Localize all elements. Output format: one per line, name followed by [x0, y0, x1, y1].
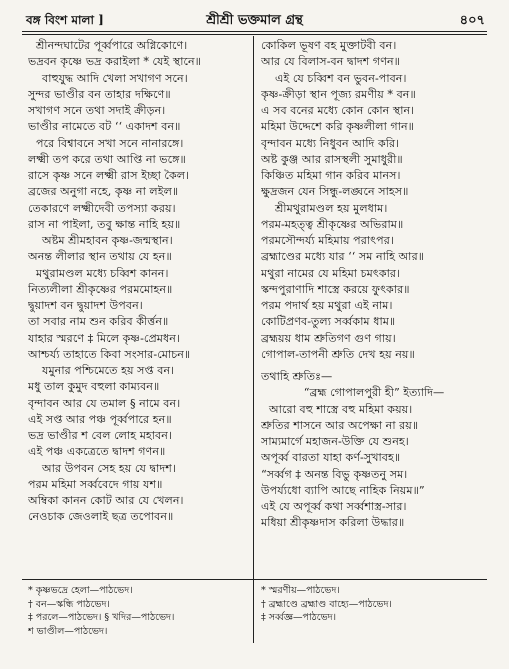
verse-line: অম্বিকা কানন কোট আর যে খেলন।	[28, 494, 184, 507]
footnote: * স্মরণীয়—পাঠভেদ।	[261, 585, 340, 596]
verse-line: অনন্ত লীলার স্থান তথায় যে হন॥	[28, 250, 172, 264]
footnote: * কৃষ্ণভদ্রে হেলা—পাঠভেদ।	[28, 585, 133, 596]
verse-line: সখাগণ সনে তথা সদাই ক্রীড়ন।	[28, 104, 166, 117]
footnote: † বন—স্কন্ধি পাঠভেদ।	[28, 598, 110, 610]
verse-line: “ব্রহ্ম গোপালপুরী হী” ইত্যাদি—	[303, 386, 445, 400]
verse-line: আশ্চর্য্য তাহাতে কিবা সংসার-মোচন॥	[28, 347, 191, 361]
verse-line: এই যে অপূর্ব্ব কথা সর্ব্বশাস্ত্র-সার।	[261, 500, 407, 513]
verse-line: ভদ্রবন কৃষ্ণে ভদ্র করাইলা * যেই স্থানে॥	[28, 55, 201, 69]
column-divider	[253, 36, 254, 579]
verse-line: পরে বিশ্বাবনে সখা সনে নানারঙ্গে।	[36, 136, 184, 150]
verse-line: কিঞ্চিত মহিমা গান করিব মানস।	[261, 169, 401, 182]
verse-line: রাস না পাইলা, তবু ক্ষান্ত নাহি হয়॥	[28, 217, 181, 231]
verse-line: শ্রীনন্দঘাটের পূর্ব্বপারে অগ্নিকোণে।	[36, 39, 188, 52]
verse-line: অপূর্ব্ব বারতা যাহা কর্ণ-সুখাবহ॥	[261, 451, 401, 465]
verse-line: কৃষ্ণ-ক্রীড়া স্থান পূজ্য রমণীয় * বন॥	[261, 87, 416, 101]
header-rule	[22, 31, 487, 32]
verse-line: তেকারণে লক্ষ্মীদেবী তপস্যা করয়।	[28, 201, 176, 215]
verse-line: কোটিপ্রণব-তুল্য সর্ব্বকাম ধাম॥	[261, 315, 396, 329]
verse-line: কোকিল ভূষণ বহ মুক্তাটবী বন।	[261, 39, 397, 52]
verse-line: মথুরামণ্ডল মধ্যে চব্বিশ কানন।	[36, 266, 169, 280]
verse-line: ব্রজের অনুগা নহে, কৃষ্ণ না লইল॥	[28, 185, 179, 199]
verse-line: ব্রহ্মাণ্ডের মধ্যে যার ‘‘ সম নাহি আর॥	[261, 250, 425, 264]
right-column	[261, 38, 487, 532]
verse-line: মথুরা নামের যে মহিমা চমৎকার।	[261, 266, 401, 280]
verse-line: এই সপ্ত আর পঞ্চ পূর্ব্বপারে হন॥	[28, 412, 172, 426]
verse-line: যাহার স্মরণে ‡ মিলে কৃষ্ণ-প্রেমধন।	[28, 331, 180, 345]
verse-line: মধু তাল কুমুদ বহুলা কাম্যবন॥	[28, 380, 160, 394]
verse-line: পরম-মহত্ত্ব শ্রীকৃষ্ণের অভিরাম॥	[261, 217, 404, 231]
footnotes-left	[28, 584, 250, 638]
footnote-divider	[253, 579, 254, 643]
footnote-rule	[22, 579, 487, 580]
verse-line: উপর্য্যধো ব্যাপি আছে নাহিক নিয়ম॥”	[261, 483, 425, 497]
verse-line: সাম্যমার্গে মহাজন-উক্তি যে শুনহ।	[261, 435, 409, 448]
verse-line: পরমসৌন্দর্য্য মহিমায় পরাৎপর।	[261, 234, 394, 247]
footnote: ‡ পরলে—পাঠভেদ। § খদির—পাঠভেদ।	[28, 612, 175, 623]
verse-line: ভাণ্ডীর নামেতে বট ‘‘ একাদশ বন॥	[28, 120, 181, 134]
verse-line: আরো বহু শাস্ত্রে বহু মহিমা কয়য়।	[269, 402, 413, 416]
verse-line: বৃন্দাবন মধ্যে নিধুবন আদি করি।	[261, 136, 400, 150]
verse-line: আর উপবন সেহ হয় যে দ্বাদশ।	[42, 461, 176, 475]
verse-line: লক্ষ্মী তপ করে তথা আপ্তি না ভঙ্গে॥	[28, 152, 186, 166]
left-column	[28, 38, 250, 526]
verse-line: যমুনার পশ্চিমেতে হয় সপ্ত বন।	[42, 364, 175, 377]
verse-line: আর যে বিলাস-বন দ্বাদশ গণন॥	[261, 55, 400, 69]
verse-line: ব্রহ্ময়য় ধাম শ্রুতিগণ গুণ গায়।	[261, 331, 396, 345]
verse-line: ক্ষুদ্রজন যেন সিন্ধু-লঙ্ঘনে সাহস॥	[261, 185, 409, 199]
footnote: ‡ সর্ব্বজ্ঞ—পাঠভেদ।	[261, 612, 337, 623]
footnote: † ব্রহ্মাণ্ডে ব্রহ্মাণ্ড বাহ্যে—পাঠভেদ।	[261, 598, 392, 610]
verse-line: সুন্দর ভাণ্ডীর বন তাহার দক্ষিণে॥	[28, 87, 171, 101]
verse-line: এই পঞ্চ একত্রেতে দ্বাদশ গণন॥	[28, 445, 166, 459]
footnotes-right	[261, 584, 487, 625]
page-header	[22, 8, 487, 30]
verse-line: গোপাল-তাপনী শ্রুতি দেখ হয় নয়॥	[261, 347, 415, 361]
header-book-title: শ্রীশ্রী ভক্তমাল গ্রন্থ	[206, 13, 303, 28]
verse-line: “সর্ব্বগ ‡ অনন্ত বিভু কৃষ্ণতনু সম।	[261, 467, 408, 481]
verse-line: তথাহি শ্রুতিঃ—	[261, 370, 333, 383]
verse-line: শ্রুতির শাসনে আর অপেক্ষা না রয়॥	[261, 418, 419, 432]
verse-line: নিত্যলীলা শ্রীকৃষ্ণের পরমমোহন॥	[28, 282, 173, 296]
verse-line: নেওচাক জেওলাই ছত্র তপোবন॥	[28, 510, 174, 524]
header-rule-double	[22, 34, 487, 35]
verse-line: শ্রীমথুরামণ্ডল হয় মুলধাম।	[275, 201, 388, 215]
verse-line: বাহুযুদ্ধ আদি খেলা সখাগণ সনে।	[42, 71, 188, 85]
header-series-title: বঙ্গ বিংশ মালা ]	[26, 13, 104, 27]
verse-line: মধিয়া শ্রীকৃষ্ণদাস করিলা উদ্ধার॥	[261, 516, 405, 530]
verse-line: অষ্ট কুঞ্জ আর রাসস্থলী সুমাধুরী॥	[261, 152, 403, 166]
verse-line: তা সবার নাম শুন করিব কীর্ত্তন॥	[28, 315, 169, 329]
verse-line: দ্বুয়াদশ বন দ্বুয়াদশ উপবন।	[28, 299, 143, 312]
verse-line: এ সব বনের মধ্যে কোন কোন স্থান।	[261, 104, 415, 117]
verse-line: স্কন্দপুরাণাদি শাস্ত্রে করয়ে ফুৎকার॥	[261, 282, 410, 296]
verse-line: রাসে কৃষ্ণ সনে লক্ষ্মী রাস ইচ্ছা কৈল।	[28, 169, 190, 182]
footnote: শ ভাণ্ডীল—পাঠভেদ।	[28, 625, 108, 637]
verse-line: বৃন্দাবন আর যে তমাল § নামে বন।	[28, 396, 181, 410]
verse-line: ভদ্র ভাণ্ডীর শ বেল লোহ মহাবন।	[28, 429, 172, 442]
verse-line: মহিমা উদ্দেশে করি কৃষ্ণলীলা গান॥	[261, 120, 414, 134]
page-number: ৪০৭	[459, 13, 485, 28]
verse-line: পরম মহিমা সর্ব্ববেদে গায় যশ॥	[28, 477, 163, 491]
verse-line: এই যে চব্বিশ বন ভুবন-পাবন।	[275, 71, 407, 85]
verse-line: অষ্টম শ্রীমহাবন কৃষ্ণ-জন্মস্থান।	[42, 234, 173, 247]
verse-line: পরম পদার্থ হয় মথুরা এই নাম।	[261, 299, 393, 312]
